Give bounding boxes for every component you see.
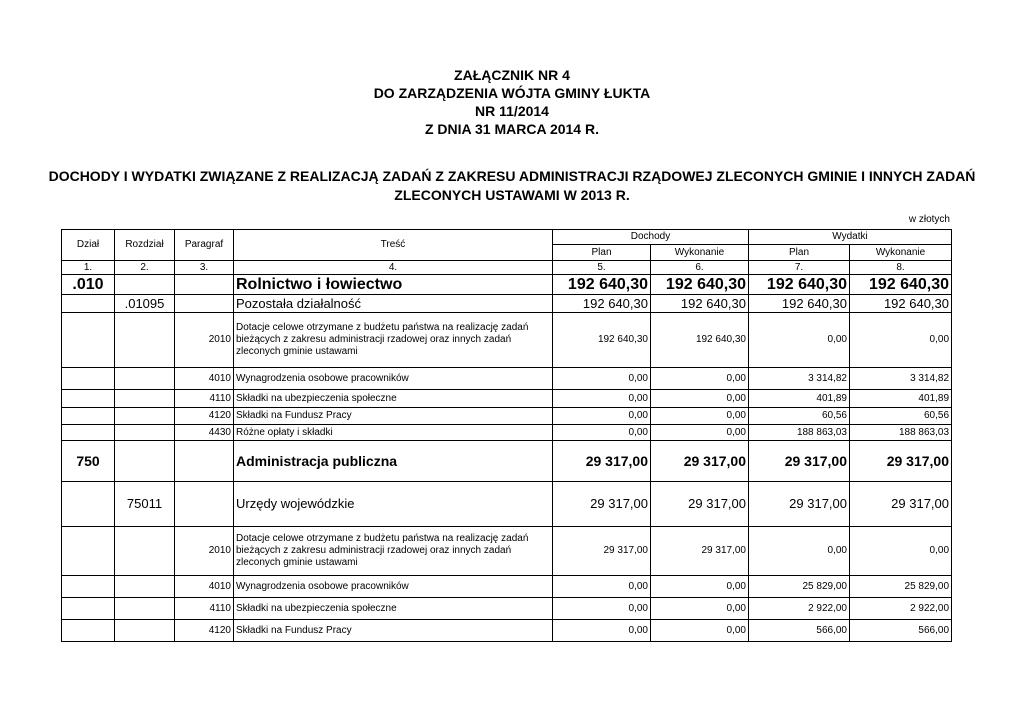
header-line-1: ZAŁĄCZNIK NR 4 xyxy=(454,67,570,83)
col-header-wydatki: Wydatki xyxy=(749,230,952,245)
cell-dochody-plan: 0,00 xyxy=(553,576,651,598)
cell-dochody-wykonanie: 192 640,30 xyxy=(651,313,749,368)
cell-dochody-plan: 0,00 xyxy=(553,408,651,425)
table-row xyxy=(62,408,952,425)
cell-dzial xyxy=(62,313,115,368)
unit-label: w złotych xyxy=(908,214,950,225)
cell-wydatki-plan: 188 863,03 xyxy=(749,425,850,441)
cell-dochody-wykonanie: 0,00 xyxy=(651,425,749,441)
cell-dzial xyxy=(62,295,115,313)
cell-paragraf: 4120 xyxy=(175,620,234,642)
cell-dochody-plan: 0,00 xyxy=(553,368,651,390)
cell-wydatki-plan: 25 829,00 xyxy=(749,576,850,598)
table-row xyxy=(62,482,952,527)
budget-table xyxy=(61,229,952,642)
cell-tresc: Wynagrodzenia osobowe pracowników xyxy=(234,368,553,390)
cell-wydatki-plan: 29 317,00 xyxy=(749,482,850,527)
col-number: 6. xyxy=(651,261,749,275)
cell-rozdzial xyxy=(115,527,175,576)
cell-wydatki-wykonanie: 25 829,00 xyxy=(850,576,952,598)
cell-tresc: Wynagrodzenia osobowe pracowników xyxy=(234,576,553,598)
cell-tresc: Składki na ubezpieczenia społeczne xyxy=(234,390,553,408)
cell-dochody-wykonanie: 29 317,00 xyxy=(651,527,749,576)
header-line-4: Z DNIA 31 MARCA 2014 R. xyxy=(424,121,599,137)
col-header-plan-wydatki: Plan xyxy=(749,245,850,261)
cell-rozdzial xyxy=(115,390,175,408)
subtitle-line-1: DOCHODY I WYDATKI ZWIĄZANE Z REALIZACJĄ ZADAŃ Z ZAKRESU ADMINISTRACJI RZĄDOWEJ ZLECONYCH GMINIE I INNYCH ZADAŃ xyxy=(48,168,976,184)
cell-tresc: Rolnictwo i łowiectwo xyxy=(234,275,553,295)
cell-dzial xyxy=(62,620,115,642)
cell-dzial: .010 xyxy=(62,275,115,295)
col-header-wyk-wydatki: Wykonanie xyxy=(850,245,952,261)
cell-rozdzial xyxy=(115,598,175,620)
cell-dochody-plan: 0,00 xyxy=(553,390,651,408)
cell-wydatki-wykonanie: 3 314,82 xyxy=(850,368,952,390)
cell-dochody-wykonanie: 0,00 xyxy=(651,368,749,390)
cell-rozdzial xyxy=(115,441,175,482)
cell-paragraf xyxy=(175,482,234,527)
cell-rozdzial: .01095 xyxy=(115,295,175,313)
header-row-1 xyxy=(62,230,952,245)
cell-tresc: Składki na Fundusz Pracy xyxy=(234,408,553,425)
cell-dochody-wykonanie: 0,00 xyxy=(651,408,749,425)
cell-paragraf: 2010 xyxy=(175,313,234,368)
cell-rozdzial xyxy=(115,368,175,390)
cell-paragraf: 4010 xyxy=(175,576,234,598)
table-row xyxy=(62,368,952,390)
col-header-dochody: Dochody xyxy=(553,230,749,245)
cell-paragraf: 4110 xyxy=(175,390,234,408)
cell-wydatki-wykonanie: 2 922,00 xyxy=(850,598,952,620)
cell-wydatki-plan: 192 640,30 xyxy=(749,275,850,295)
cell-dochody-wykonanie: 0,00 xyxy=(651,598,749,620)
cell-dzial xyxy=(62,368,115,390)
cell-paragraf: 4120 xyxy=(175,408,234,425)
cell-paragraf: 4010 xyxy=(175,368,234,390)
cell-dzial xyxy=(62,576,115,598)
cell-dochody-plan: 192 640,30 xyxy=(553,313,651,368)
cell-tresc: Dotacje celowe otrzymane z budżetu państwa na realizację zadań bieżących z zakresu administracji rzadowej oraz innych zadań zleconych gminie ustawami xyxy=(234,313,553,368)
table-row xyxy=(62,598,952,620)
cell-wydatki-wykonanie: 401,89 xyxy=(850,390,952,408)
table-row xyxy=(62,390,952,408)
header-row-numbers xyxy=(62,261,952,275)
table-row xyxy=(62,313,952,368)
cell-dzial xyxy=(62,425,115,441)
cell-rozdzial xyxy=(115,275,175,295)
cell-wydatki-plan: 29 317,00 xyxy=(749,441,850,482)
cell-dochody-wykonanie: 0,00 xyxy=(651,576,749,598)
cell-dochody-plan: 192 640,30 xyxy=(553,275,651,295)
cell-tresc: Dotacje celowe otrzymane z budżetu państwa na realizację zadań bieżących z zakresu administracji rzadowej oraz innych zadań zleconych gminie ustawami xyxy=(234,527,553,576)
cell-tresc: Składki na Fundusz Pracy xyxy=(234,620,553,642)
cell-dochody-plan: 0,00 xyxy=(553,620,651,642)
col-number: 8. xyxy=(850,261,952,275)
cell-dzial xyxy=(62,408,115,425)
subtitle-line-2: ZLECONYCH USTAWAMI W 2013 R. xyxy=(394,187,630,203)
col-number: 4. xyxy=(234,261,553,275)
cell-dochody-plan: 0,00 xyxy=(553,598,651,620)
document-subtitle xyxy=(40,167,984,205)
cell-wydatki-plan: 60,56 xyxy=(749,408,850,425)
col-header-dzial: Dział xyxy=(62,230,115,261)
cell-dochody-plan: 192 640,30 xyxy=(553,295,651,313)
col-number: 3. xyxy=(175,261,234,275)
cell-dochody-plan: 29 317,00 xyxy=(553,441,651,482)
cell-paragraf xyxy=(175,275,234,295)
cell-dzial: 750 xyxy=(62,441,115,482)
col-number: 5. xyxy=(553,261,651,275)
table-row xyxy=(62,527,952,576)
col-number: 7. xyxy=(749,261,850,275)
cell-rozdzial xyxy=(115,425,175,441)
table-row xyxy=(62,275,952,295)
header-line-3: NR 11/2014 xyxy=(475,103,549,119)
cell-dzial xyxy=(62,598,115,620)
cell-dochody-wykonanie: 192 640,30 xyxy=(651,295,749,313)
col-header-tresc: Treść xyxy=(234,230,553,261)
cell-rozdzial xyxy=(115,576,175,598)
cell-dochody-plan: 29 317,00 xyxy=(553,482,651,527)
cell-wydatki-wykonanie: 566,00 xyxy=(850,620,952,642)
cell-tresc: Administracja publiczna xyxy=(234,441,553,482)
col-header-plan-dochody: Plan xyxy=(553,245,651,261)
cell-dochody-wykonanie: 29 317,00 xyxy=(651,441,749,482)
cell-wydatki-plan: 401,89 xyxy=(749,390,850,408)
cell-dochody-wykonanie: 0,00 xyxy=(651,390,749,408)
cell-wydatki-plan: 566,00 xyxy=(749,620,850,642)
table-row xyxy=(62,441,952,482)
cell-rozdzial xyxy=(115,620,175,642)
cell-paragraf: 2010 xyxy=(175,527,234,576)
col-header-rozdzial: Rozdział xyxy=(115,230,175,261)
cell-dochody-plan: 0,00 xyxy=(553,425,651,441)
cell-tresc: Pozostała działalność xyxy=(234,295,553,313)
table-row xyxy=(62,576,952,598)
cell-wydatki-wykonanie: 29 317,00 xyxy=(850,482,952,527)
cell-paragraf: 4430 xyxy=(175,425,234,441)
col-header-wyk-dochody: Wykonanie xyxy=(651,245,749,261)
cell-wydatki-wykonanie: 0,00 xyxy=(850,313,952,368)
cell-dzial xyxy=(62,527,115,576)
col-header-paragraf: Paragraf xyxy=(175,230,234,261)
cell-wydatki-plan: 3 314,82 xyxy=(749,368,850,390)
document-header xyxy=(0,66,1024,138)
cell-rozdzial xyxy=(115,408,175,425)
cell-tresc: Urzędy wojewódzkie xyxy=(234,482,553,527)
cell-tresc: Składki na ubezpieczenia społeczne xyxy=(234,598,553,620)
table-row xyxy=(62,620,952,642)
cell-wydatki-wykonanie: 192 640,30 xyxy=(850,275,952,295)
cell-wydatki-wykonanie: 60,56 xyxy=(850,408,952,425)
table-row xyxy=(62,425,952,441)
col-number: 1. xyxy=(62,261,115,275)
cell-paragraf: 4110 xyxy=(175,598,234,620)
cell-tresc: Różne opłaty i składki xyxy=(234,425,553,441)
cell-dochody-wykonanie: 29 317,00 xyxy=(651,482,749,527)
cell-wydatki-wykonanie: 29 317,00 xyxy=(850,441,952,482)
col-number: 2. xyxy=(115,261,175,275)
table-row xyxy=(62,295,952,313)
cell-paragraf xyxy=(175,441,234,482)
cell-dochody-plan: 29 317,00 xyxy=(553,527,651,576)
cell-wydatki-plan: 0,00 xyxy=(749,527,850,576)
cell-rozdzial: 75011 xyxy=(115,482,175,527)
cell-wydatki-wykonanie: 188 863,03 xyxy=(850,425,952,441)
cell-dochody-wykonanie: 192 640,30 xyxy=(651,275,749,295)
cell-wydatki-wykonanie: 192 640,30 xyxy=(850,295,952,313)
cell-wydatki-plan: 192 640,30 xyxy=(749,295,850,313)
cell-rozdzial xyxy=(115,313,175,368)
cell-wydatki-plan: 2 922,00 xyxy=(749,598,850,620)
cell-dzial xyxy=(62,390,115,408)
cell-dochody-wykonanie: 0,00 xyxy=(651,620,749,642)
cell-dzial xyxy=(62,482,115,527)
cell-wydatki-wykonanie: 0,00 xyxy=(850,527,952,576)
header-line-2: DO ZARZĄDZENIA WÓJTA GMINY ŁUKTA xyxy=(373,85,651,101)
cell-paragraf xyxy=(175,295,234,313)
cell-wydatki-plan: 0,00 xyxy=(749,313,850,368)
